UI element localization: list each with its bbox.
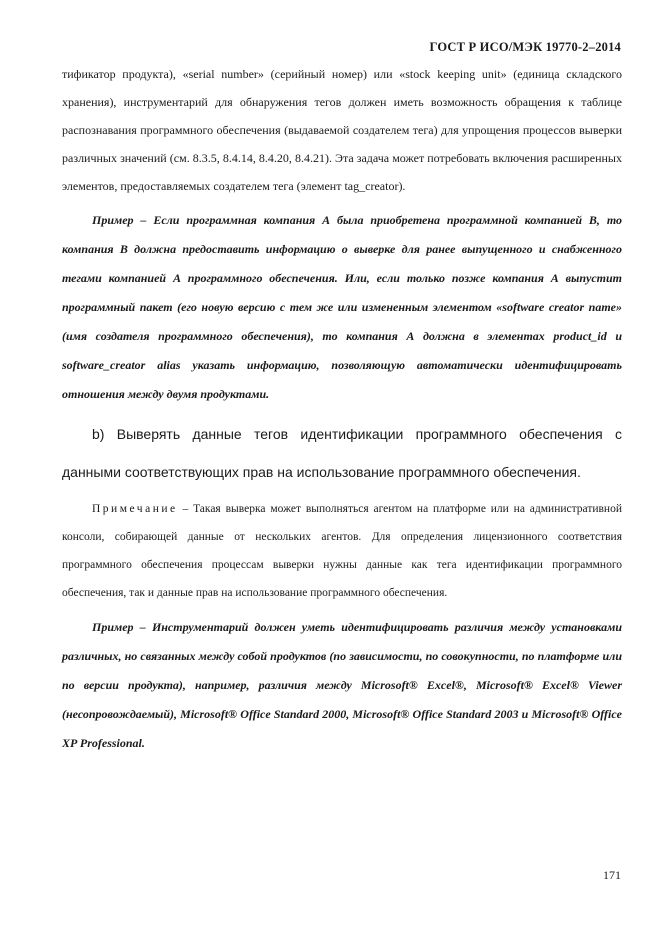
intro-paragraph: тификатор продукта), «serial number» (серийный номер) или «stock keeping unit» (единица складского хранения), инструментарий для обнаружения тегов должен иметь возможность обращения к таблице распознавания программного обеспечения (выдаваемой создателем тега) для упрощения процессов выверки различных значений (см. 8.3.5, 8.4.14, 8.4.20, 8.4.21). Эта задача может потребовать включения расширенных элементов, предоставляемых создателем тега (элемент tag_creator). <box>62 67 622 193</box>
example-1-paragraph: Пример – Если программная компания А была приобретена программной компанией В, то компания В должна предоставить информацию о выверке для ранее выпущенного и снабженного тегами компанией А программного обеспечения. Или, если только позже компания А выпустит программный пакет (его новую версию с тем же или измененным элементом «software creator name» (имя создателя программного обеспечения), то компания А должна в элементах product_id и software_creator alias указать информацию, позволяющую автоматически идентифицировать отношения между двумя продуктами. <box>62 213 622 401</box>
document-header: ГОСТ Р ИСО/МЭК 19770-2–2014 <box>429 40 621 54</box>
note-text: – Такая выверка может выполняться агентом на платформе или на административной консоли, собирающей данные от нескольких агентов. Для определения лицензионного соответствия программного обеспечения процессам выверки нужны данные как тега идентификации программного обеспечения, так и данные прав на использование программного обеспечения. <box>62 503 622 599</box>
note-label: Примечание <box>92 503 178 515</box>
note-paragraph <box>62 495 622 607</box>
page-body <box>62 60 622 758</box>
list-item-b: b) Выверять данные тегов идентификации программного обеспечения с данными соответствующих прав на использование программного обеспечения. <box>62 426 622 480</box>
example-2-paragraph: Пример – Инструментарий должен уметь идентифицировать различия между установками различных, но связанных между собой продуктов (по зависимости, по совокупности, по платформе или по версии продукта), например, различия между Microsoft® Excel®, Microsoft® Excel® Viewer (несопровождаемый), Microsoft® Office Standard 2000, Microsoft® Office Standard 2003 и Microsoft® Office XP Professional. <box>62 620 622 750</box>
page-number: 171 <box>603 868 621 882</box>
